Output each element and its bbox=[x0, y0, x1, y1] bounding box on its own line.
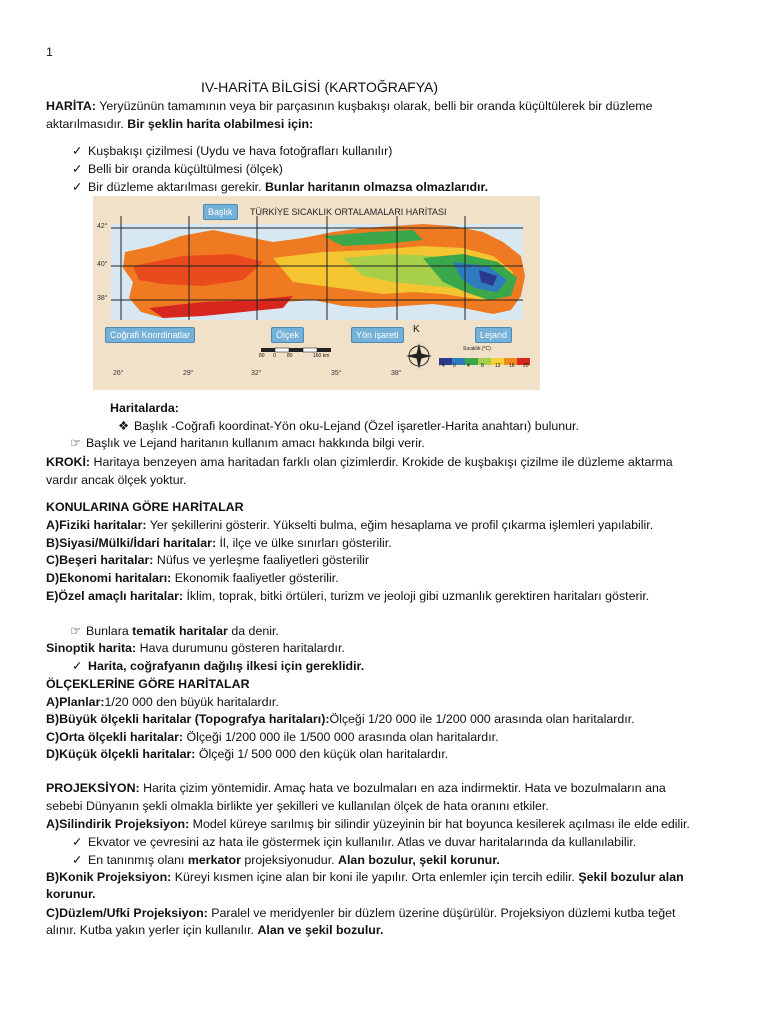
lon-label: 32° bbox=[251, 370, 262, 377]
list-item: C)Orta ölçekli haritalar: Ölçeği 1/200 000 ile 1/500 000 arasında olan haritalardır. bbox=[46, 730, 499, 744]
check-icon: ✓ bbox=[72, 144, 83, 158]
list-item: B)Siyasi/Mülki/İdari haritalar: İl, ilçe ve ülke sınırları gösterilir. bbox=[46, 536, 392, 550]
section-heading: KONULARINA GÖRE HARİTALAR bbox=[46, 500, 244, 514]
pointing-hand-icon: ☞ bbox=[70, 624, 82, 638]
sinoptik-definition: Sinoptik harita: Hava durumunu gösteren haritalardır. bbox=[46, 641, 345, 655]
note-line: ☞ Bunlara tematik haritalar da denir. bbox=[70, 624, 279, 638]
harita-definition: HARİTA: Yeryüzünün tamamının veya bir parçasının kuşbakışı olarak, belli bir oranda küçültülerek bir düzleme bbox=[46, 99, 653, 113]
check-icon: ✓ bbox=[72, 853, 83, 867]
list-item: ✓ Belli bir oranda küçültülmesi (ölçek) bbox=[72, 162, 283, 176]
list-item: D)Küçük ölçekli haritalar: Ölçeği 1/ 500 000 den küçük olan haritalardır. bbox=[46, 747, 449, 761]
tag-lejand: Lejand bbox=[475, 327, 512, 343]
haritalarda-heading: Haritalarda: bbox=[110, 401, 179, 415]
list-item: A)Fiziki haritalar: Yer şekillerini gösterir. Yükselti bulma, eğim hesaplama ve profil çıkarma işlemleri yapılabilir. bbox=[46, 518, 654, 532]
list-item: A)Silindirik Projeksiyon: Model küreye sarılmış bir silindir yüzeyinin bir hat boyunca kesilerek açılması ile elde edilir. bbox=[46, 817, 690, 831]
legend-values bbox=[439, 363, 537, 371]
list-item: B)Konik Projeksiyon: Küreyi kısmen içine alan bir koni ile yapılır. Orta enlemler için tercih edilir. Şekil bozulur alan bbox=[46, 870, 684, 884]
legend-value: 12 bbox=[495, 363, 501, 369]
legend-title: Sıcaklık (°C) bbox=[463, 346, 491, 352]
lon-label: 38° bbox=[391, 370, 402, 377]
list-item: B)Büyük ölçekli haritalar (Topografya haritaları):Ölçeği 1/20 000 ile 1/200 000 arasında olan haritalardır. bbox=[46, 712, 635, 726]
tag-olcek: Ölçek bbox=[271, 327, 304, 343]
list-item: C)Beşeri haritalar: Nüfus ve yerleşme faaliyetleri gösterilir bbox=[46, 553, 369, 567]
section-heading: ÖLÇEKLERİNE GÖRE HARİTALAR bbox=[46, 677, 250, 691]
list-item: ✓ Harita, coğrafyanın dağılış ilkesi için gereklidir. bbox=[72, 659, 365, 673]
page-number: 1 bbox=[46, 45, 53, 59]
legend-value: 0 bbox=[453, 363, 456, 369]
pointing-hand-icon: ☞ bbox=[70, 436, 82, 450]
projeksiyon-definition: PROJEKSİYON: Harita çizim yöntemidir. Amaç hata ve bozulmaları en aza indirmektir. Hata ve bozulmaların ana bbox=[46, 781, 666, 795]
list-item: ✓ En tanınmış olanı merkator projeksiyonudur. Alan bozulur, şekil korunur. bbox=[72, 853, 500, 867]
scale-label: 0 bbox=[273, 353, 276, 359]
legend-value: 8 bbox=[481, 363, 484, 369]
note-line: ☞ Başlık ve Lejand haritanın kullanım amacı hakkında bilgi verir. bbox=[70, 436, 425, 450]
lon-label: 26° bbox=[113, 370, 124, 377]
lat-label: 38° bbox=[97, 295, 108, 302]
check-icon: ✓ bbox=[72, 835, 83, 849]
check-icon: ✓ bbox=[72, 162, 83, 176]
tag-baslik: Başlık bbox=[203, 204, 238, 220]
diamond-bullet-icon: ❖ bbox=[118, 419, 130, 433]
list-item: E)Özel amaçlı haritalar: İklim, toprak, bitki örtüleri, turizm ve jeoloji gibi uzmanlık gerektiren haritaları gösterir. bbox=[46, 589, 650, 603]
scale-label: 160 km bbox=[313, 353, 330, 359]
tag-yon: Yön işareti bbox=[351, 327, 404, 343]
check-icon: ✓ bbox=[72, 659, 83, 673]
list-item: ❖ Başlık -Coğrafi koordinat-Yön oku-Lejand (Özel işaretler-Harita anahtarı) bulunur. bbox=[118, 419, 579, 433]
list-item: A)Planlar:1/20 000 den büyük haritalardır. bbox=[46, 695, 279, 709]
list-item: C)Düzlem/Ufki Projeksiyon: Paralel ve meridyenler bir düzlem üzerine düşürülür. Projeksiyon düzlemi kutba teğet bbox=[46, 906, 676, 920]
legend-bar bbox=[439, 354, 530, 361]
legend-value: 16 bbox=[509, 363, 515, 369]
list-item: ✓ Bir düzleme aktarılması gerekir. Bunlar haritanın olmazsa olmazlarıdır. bbox=[72, 180, 489, 194]
check-icon: ✓ bbox=[72, 180, 83, 194]
list-item: D)Ekonomi haritaları: Ekonomik faaliyetler gösterilir. bbox=[46, 571, 339, 585]
scale-label: 80 bbox=[287, 353, 293, 359]
tag-koordinat: Coğrafi Koordinatlar bbox=[105, 327, 195, 343]
lon-label: 35° bbox=[331, 370, 342, 377]
legend-value: 4 bbox=[467, 363, 470, 369]
lat-label: 40° bbox=[97, 261, 108, 268]
list-item: ✓ Ekvator ve çevresini az hata ile göstermek için kullanılır. Atlas ve duvar haritalarında da kullanılabilir. bbox=[72, 835, 637, 849]
page-title: IV-HARİTA BİLGİSİ (KARTOĞRAFYA) bbox=[201, 79, 439, 95]
legend-value: - 4 bbox=[439, 363, 445, 369]
list-item: ✓ Kuşbakışı çizilmesi (Uydu ve hava fotoğrafları kullanılır) bbox=[72, 144, 393, 158]
north-label: K bbox=[413, 324, 420, 335]
turkey-temperature-map bbox=[93, 196, 540, 390]
legend-value: 20 bbox=[523, 363, 529, 369]
lon-label: 29° bbox=[183, 370, 194, 377]
lat-label: 42° bbox=[97, 223, 108, 230]
scale-label: 80 bbox=[259, 353, 265, 359]
map-title: TÜRKİYE SICAKLIK ORTALAMALARI HARİTASI bbox=[250, 207, 447, 217]
kroki-definition: KROKİ: Haritaya benzeyen ama haritadan farklı olan çizimlerdir. Krokide de kuşbakışı çizilme ile düzleme aktarma bbox=[46, 455, 673, 469]
